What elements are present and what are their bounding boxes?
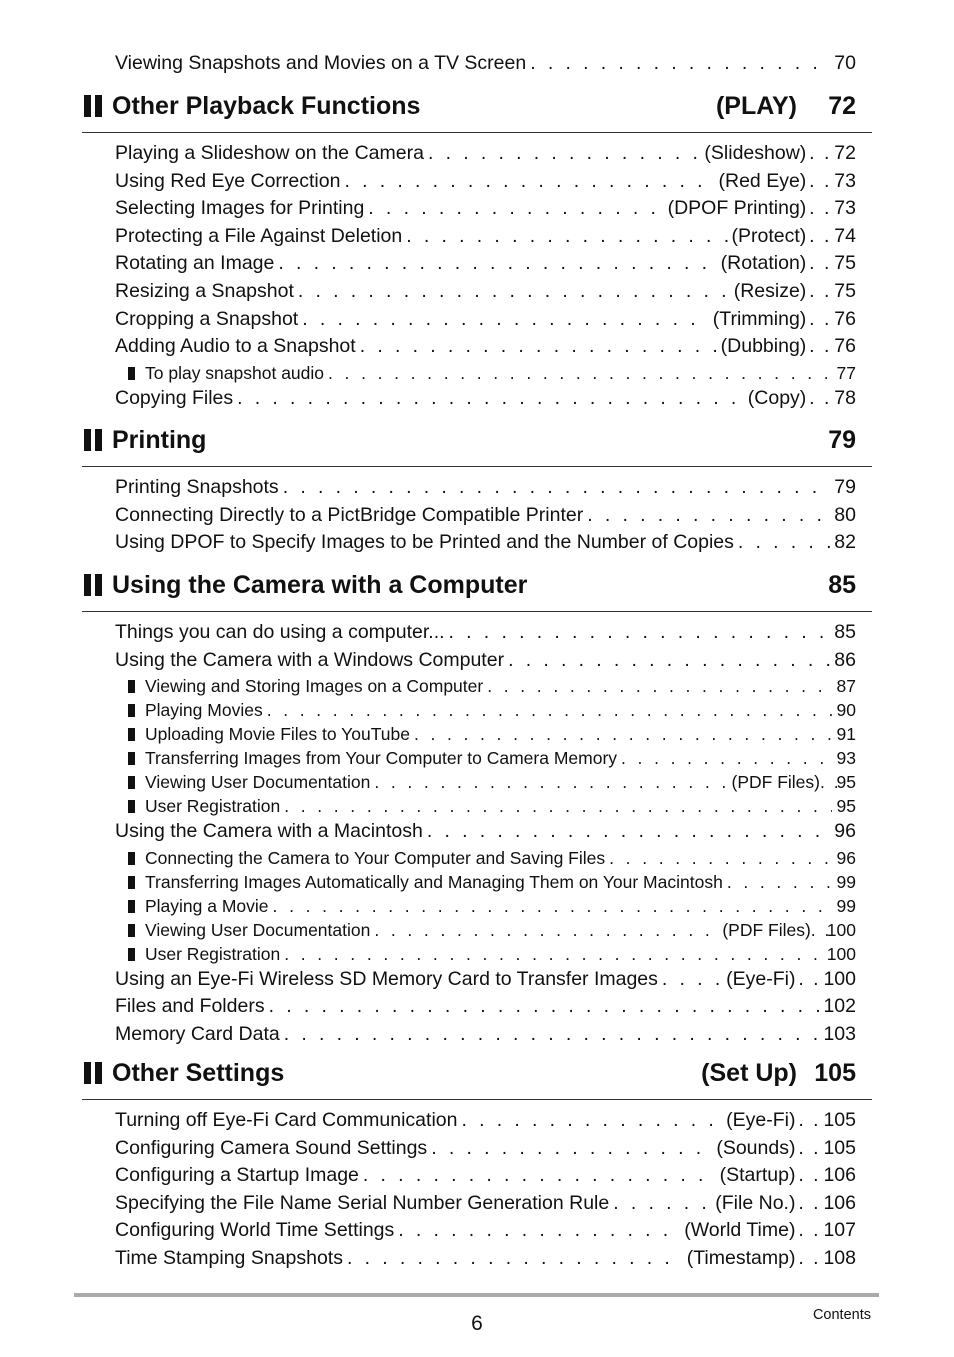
dot-leader: . . [798,1247,821,1269]
dot-leader: . . [809,197,832,219]
bullet-icon [128,800,135,813]
entry-page-number: 73 [834,170,856,192]
bullet-icon [128,924,135,937]
entry-title: Using an Eye-Fi Wireless SD Memory Card to Transfer Images [115,968,658,990]
dot-leader [587,504,830,527]
marker-bar [84,429,91,451]
entry-page-number: 100 [826,920,856,940]
toc-entry[interactable] [115,335,856,361]
toc-entry[interactable] [115,1192,856,1218]
toc-entry[interactable] [115,1137,856,1163]
dot-leader [344,170,714,193]
dot-leader: . . [809,252,832,274]
toc-subentry[interactable] [128,724,856,746]
entry-mode: (Red Eye) [718,170,807,192]
entry-page-number: 72 [834,142,856,164]
dot-leader [302,308,709,331]
dot-leader: . . [798,1164,821,1186]
dot-leader [368,197,663,220]
dot-leader: . . [809,142,832,164]
dot-leader [360,335,717,358]
entry-page-number: 107 [823,1219,856,1241]
entry-title: Turning off Eye-Fi Card Communication [115,1109,458,1131]
entry-page-number: 108 [823,1247,856,1269]
dot-leader [621,748,832,769]
bullet-icon [128,852,135,865]
entry-page-number: 100 [823,968,856,990]
toc-subentry[interactable] [128,920,856,942]
dot-leader: . . [798,1192,821,1214]
toc-entry[interactable] [115,621,856,647]
entry-title: Viewing User Documentation [145,920,371,940]
entry-page-number: 100 [826,944,856,964]
bullet-icon [128,680,135,693]
dot-leader [363,1164,716,1187]
toc-subentry[interactable] [128,748,856,770]
section-mode: (Set Up) [701,1059,797,1087]
toc-entry[interactable] [115,476,856,502]
entry-page-number: 86 [834,649,856,671]
toc-entry[interactable] [115,1109,856,1135]
entry-mode: (Eye-Fi) [726,968,796,990]
entry-page-number: 96 [834,820,856,842]
section-page-number[interactable]: 105 [814,1059,856,1087]
toc-subentry[interactable] [128,700,856,722]
toc-entry[interactable] [115,995,856,1021]
entry-mode: (Slideshow) [704,142,807,164]
entry-title: Files and Folders [115,995,265,1017]
section-mode: (PLAY) [715,92,797,120]
section-page-number[interactable]: 72 [828,92,856,120]
dot-leader [237,387,744,410]
dot-leader: . . [809,335,832,357]
dot-leader [609,848,832,869]
entry-title: Using the Camera with a Windows Computer [115,649,505,671]
toc-subentry[interactable] [128,796,856,818]
bullet-icon [128,752,135,765]
entry-mode: (Protect) [731,225,807,247]
section-title[interactable]: Printing [112,426,207,454]
toc-entry[interactable] [115,252,856,278]
toc-entry[interactable] [115,1023,856,1049]
entry-title: Connecting Directly to a PictBridge Compatible Printer [115,504,584,526]
entry-mode: (Startup) [719,1164,796,1186]
entry-mode: (World Time) [684,1219,796,1241]
section-heading [82,1057,872,1100]
dot-leader [487,676,832,697]
entry-page-number: 78 [834,387,856,409]
marker-bar [95,574,102,596]
entry-page-number: 93 [836,748,856,768]
toc-entry[interactable] [115,52,856,78]
section-title[interactable]: Using the Camera with a Computer [112,571,528,599]
entry-title: Configuring World Time Settings [115,1219,395,1241]
dot-leader [298,280,730,303]
toc-entry[interactable] [115,387,856,413]
dot-leader: . . [798,1137,821,1159]
dot-leader [278,252,716,275]
marker-bar [84,95,91,117]
entry-title: User Registration [145,796,281,816]
entry-mode: (Copy) [747,387,807,409]
entry-title: Using the Camera with a Macintosh [115,820,423,842]
entry-mode: (Resize) [733,280,807,302]
toc-entry[interactable] [115,968,856,994]
section-heading [82,569,872,612]
entry-title: Using Red Eye Correction [115,170,341,192]
entry-title: Viewing Snapshots and Movies on a TV Screen [115,52,527,74]
entry-page-number: 106 [823,1192,856,1214]
entry-page-number: 105 [823,1109,856,1131]
dot-leader [406,225,727,248]
toc-entry[interactable] [115,170,856,196]
entry-title: Playing a Slideshow on the Camera [115,142,424,164]
section-marker-icon [84,95,102,117]
entry-mode: (Dubbing) [720,335,807,357]
entry-page-number: 96 [836,848,856,868]
entry-mode: (Rotation) [720,252,807,274]
entry-page-number: 102 [823,995,856,1017]
bullet-icon [128,704,135,717]
bullet-icon [128,728,135,741]
entry-title: Selecting Images for Printing [115,197,365,219]
toc-subentry[interactable] [128,944,856,966]
dot-leader [427,820,830,843]
entry-page-number: 75 [834,252,856,274]
entry-page-number: 82 [834,531,856,553]
entry-page-number: 103 [823,1023,856,1045]
entry-mode: (Sounds) [716,1137,796,1159]
entry-page-number: 106 [823,1164,856,1186]
entry-title: Adding Audio to a Snapshot [115,335,356,357]
toc-subentry[interactable] [128,772,856,794]
entry-title: Connecting the Camera to Your Computer and Saving Files [145,848,606,868]
entry-title: Configuring a Startup Image [115,1164,359,1186]
marker-bar [95,95,102,117]
toc-subentry[interactable] [128,872,856,894]
entry-title: Printing Snapshots [115,476,279,498]
entry-page-number: 77 [836,363,856,383]
marker-bar [84,574,91,596]
toc-entry[interactable] [115,1247,856,1273]
dot-leader: . . [809,308,832,330]
dot-leader [727,872,832,893]
dot-leader [431,1137,712,1160]
dot-leader [347,1247,683,1270]
bullet-icon [128,876,135,889]
entry-mode: (PDF Files) [731,772,820,792]
dot-leader [269,995,820,1018]
dot-leader: . . [810,920,832,940]
entry-title: Specifying the File Name Serial Number Generation Rule [115,1192,610,1214]
toc-entry[interactable] [115,1219,856,1245]
section-heading [82,90,872,133]
section-page-number[interactable]: 85 [828,571,856,599]
entry-title: To play snapshot audio [145,363,325,383]
entry-title: Playing a Movie [145,896,269,916]
bullet-icon [128,776,135,789]
dot-leader: . . [798,968,821,990]
toc-entry[interactable] [115,531,856,557]
toc-entry[interactable] [115,280,856,306]
entry-title: Memory Card Data [115,1023,280,1045]
entry-page-number: 95 [836,796,856,816]
dot-leader: . . [809,280,832,302]
entry-mode: (Timestamp) [686,1247,796,1269]
entry-title: User Registration [145,944,281,964]
section-marker-icon [84,429,102,451]
dot-leader: . . [798,1219,821,1241]
toc-entry[interactable] [115,142,856,168]
entry-page-number: 85 [834,621,856,643]
section-heading [82,424,872,467]
dot-leader [284,944,823,965]
entry-title: Viewing User Documentation [145,772,371,792]
entry-title: Protecting a File Against Deletion [115,225,403,247]
toc-entry[interactable] [115,1164,856,1190]
dot-leader [530,52,830,75]
dot-leader [662,968,722,991]
dot-leader [461,1109,722,1132]
footer-label: Contents [812,1307,871,1323]
dot-leader [273,896,832,917]
dot-leader [284,796,832,817]
entry-page-number: 95 [836,772,856,792]
dot-leader: . . [809,225,832,247]
dot-leader [508,649,830,672]
entry-page-number: 75 [834,280,856,302]
entry-mode: (PDF Files) [722,920,811,940]
entry-page-number: 76 [834,308,856,330]
marker-bar [95,1062,102,1084]
entry-title: Rotating an Image [115,252,275,274]
toc-entry[interactable] [115,225,856,251]
section-marker-icon [84,1062,102,1084]
entry-mode: (Eye-Fi) [726,1109,796,1131]
dot-leader [374,772,727,793]
dot-leader [328,363,832,384]
marker-bar [84,1062,91,1084]
toc-entry[interactable] [115,649,856,675]
dot-leader [283,476,831,499]
entry-title: Using DPOF to Specify Images to be Printed and the Number of Copies [115,531,734,553]
entry-page-number: 76 [834,335,856,357]
dot-leader [613,1192,711,1215]
dot-leader [428,142,700,165]
entry-mode: (Trimming) [712,308,807,330]
footer-rule [74,1293,879,1297]
bullet-icon [128,900,135,913]
toc-subentry[interactable] [128,848,856,870]
section-page-number[interactable]: 79 [828,426,856,454]
dot-leader [374,920,718,941]
entry-page-number: 70 [834,52,856,74]
entry-page-number: 79 [834,476,856,498]
toc-entry[interactable] [115,197,856,223]
entry-title: Configuring Camera Sound Settings [115,1137,428,1159]
toc-entry[interactable] [115,504,856,530]
entry-page-number: 91 [836,724,856,744]
dot-leader: . . [820,772,841,792]
dot-leader [284,1023,820,1046]
entry-page-number: 73 [834,197,856,219]
bullet-icon [128,948,135,961]
toc-entry[interactable] [115,308,856,334]
toc-entry[interactable] [115,820,856,846]
dot-leader [738,531,830,554]
dot-leader [267,700,832,721]
entry-page-number: 80 [834,504,856,526]
entry-title: Resizing a Snapshot [115,280,294,302]
marker-bar [95,429,102,451]
toc-subentry[interactable] [128,676,856,698]
entry-title: Uploading Movie Files to YouTube [145,724,410,744]
section-marker-icon [84,574,102,596]
dot-leader [414,724,832,745]
dot-leader: . . [798,1109,821,1131]
dot-leader: . . [809,170,832,192]
entry-title: Transferring Images from Your Computer to Camera Memory [145,748,618,768]
bullet-icon [128,367,135,380]
section-title[interactable]: Other Playback Functions [112,92,421,120]
entry-title: Playing Movies [145,700,263,720]
toc-subentry[interactable] [128,363,856,385]
dot-leader [449,621,831,644]
entry-title: Copying Files [115,387,234,409]
entry-page-number: 74 [834,225,856,247]
page-number: 6 [471,1312,483,1335]
entry-page-number: 99 [836,896,856,916]
entry-page-number: 99 [836,872,856,892]
entry-title: Time Stamping Snapshots [115,1247,343,1269]
entry-page-number: 105 [823,1137,856,1159]
entry-mode: (File No.) [715,1192,796,1214]
dot-leader: . . [809,387,832,409]
entry-page-number: 90 [836,700,856,720]
entry-mode: (DPOF Printing) [667,197,807,219]
section-title[interactable]: Other Settings [112,1059,285,1087]
dot-leader [398,1219,680,1242]
entry-title: Things you can do using a computer... [115,621,445,643]
toc-subentry[interactable] [128,896,856,918]
entry-page-number: 87 [836,676,856,696]
entry-title: Viewing and Storing Images on a Computer [145,676,484,696]
entry-title: Transferring Images Automatically and Managing Them on Your Macintosh [145,872,723,892]
entry-title: Cropping a Snapshot [115,308,299,330]
